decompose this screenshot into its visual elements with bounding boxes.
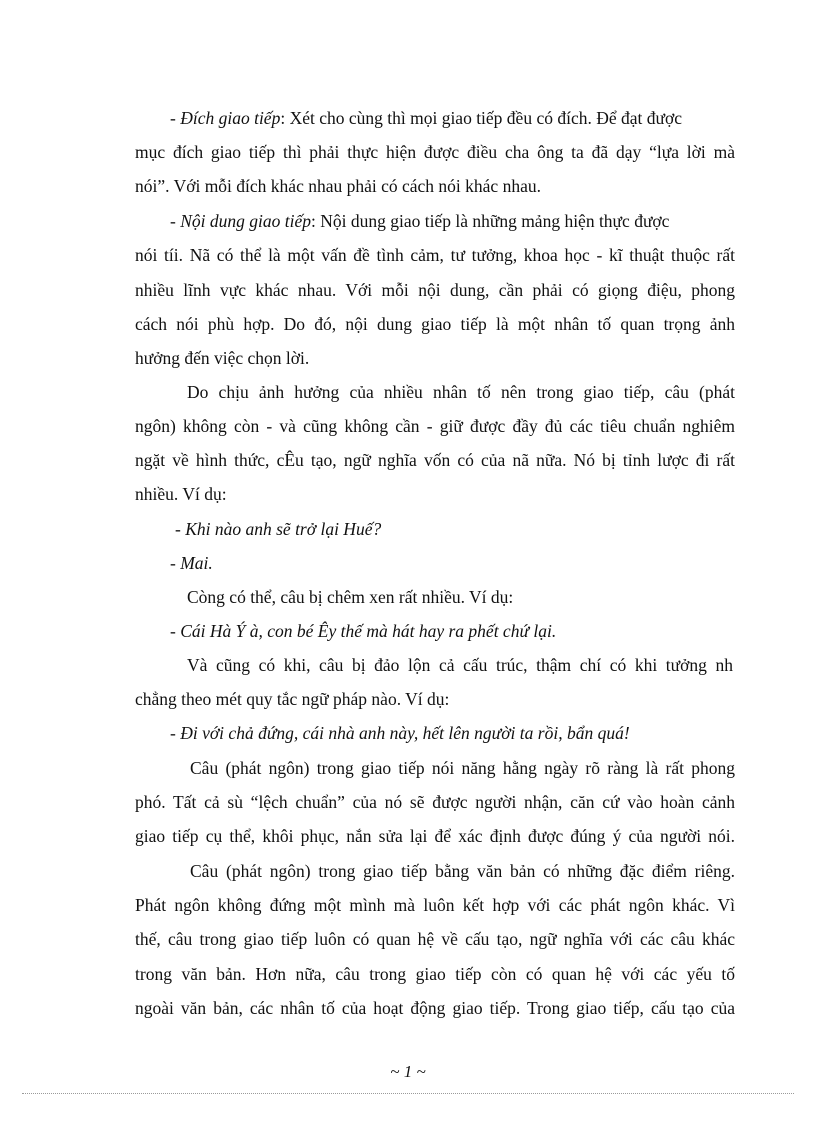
para-3-line-1: Do chịu ảnh hưởng của nhiều nhân tố nên trong giao tiếp, câu (phát [187,382,735,402]
para-dich-giao-tiep-line-1 [170,107,682,129]
para-5-line-2: chẳng theo mét quy tắc ngữ pháp nào. Ví dụ: [135,689,450,709]
bullet-dash: - [175,519,186,539]
bullet-dash: - [170,553,181,573]
example-text: Mai. [180,553,213,573]
term-noi-dung-giao-tiep: Nội dung giao tiếp [180,211,311,231]
text-segment: : Xét cho cùng thì mọi giao tiếp đều có đích. Để đạt được [280,108,683,128]
para-7-line-3: thế, câu trong giao tiếp luôn có quan hệ về cấu tạo, ngữ nghĩa với các câu khác [135,929,735,949]
para-noi-dung-giao-tiep-line-5: hưởng đến việc chọn lời. [135,348,310,368]
example-line-1 [175,518,381,540]
para-noi-dung-giao-tiep-line-3: nhiều lĩnh vực khác nhau. Với mỗi nội dung, cần phải có giọng điệu, phong [135,280,735,300]
para-6-line-1: Câu (phát ngôn) trong giao tiếp nói năng hằng ngày rõ ràng là rất phong [190,758,735,778]
bullet-dash: - [170,108,181,128]
bullet-dash: - [170,723,181,743]
footer-dotted-divider [22,1093,794,1094]
para-6-line-2: phó. Tất cả sù “lệch chuẩn” của nó sẽ được người nhận, căn cứ vào hoàn cảnh [135,792,735,812]
example-line-4 [170,722,630,744]
term-dich-giao-tiep: Đích giao tiếp [180,108,281,128]
para-7-line-4: trong văn bản. Hơn nữa, câu trong giao tiếp còn có quan hệ với các yếu tố [135,964,735,984]
para-3-line-3: ngặt về hình thức, cÊu tạo, ngữ nghĩa vốn có của nã nữa. Nó bị tỉnh lược đi rất [135,450,735,470]
bullet-dash: - [170,621,181,641]
para-6-line-3: giao tiếp cụ thể, khôi phục, nắn sửa lại để xác định được đúng ý của người nói. [135,826,735,846]
para-5-line-1: Và cũng có khi, câu bị đảo lộn cả cấu trúc, thậm chí có khi tưởng nh [187,655,733,675]
example-text: Cái Hà Ý à, con bé Êy thế mà hát hay ra phết chứ lại. [180,621,557,641]
para-7-line-5: ngoài văn bản, các nhân tố của hoạt động giao tiếp. Trong giao tiếp, cấu tạo của [135,998,735,1018]
page-number: ~ 1 ~ [390,1062,426,1081]
para-noi-dung-giao-tiep-line-2: nói tíi. Nã có thể là một vấn đề tình cảm, tư tưởng, khoa học - kĩ thuật thuộc rất [135,245,735,265]
para-4-line-1: Còng có thể, câu bị chêm xen rất nhiều. Ví dụ: [187,587,514,607]
para-noi-dung-giao-tiep-line-1 [170,210,669,232]
para-7-line-1: Câu (phát ngôn) trong giao tiếp bằng văn bản có những đặc điểm riêng. [190,861,735,881]
para-noi-dung-giao-tiep-line-4: cách nói phù hợp. Do đó, nội dung giao tiếp là một nhân tố quan trọng ảnh [135,314,735,334]
para-dich-giao-tiep-line-2: mục đích giao tiếp thì phải thực hiện được điều cha ông ta đã dạy “lựa lời mà [135,142,735,162]
para-dich-giao-tiep-line-3: nói”. Với mỗi đích khác nhau phải có cách nói khác nhau. [135,176,541,196]
para-3-line-4: nhiều. Ví dụ: [135,484,227,504]
para-3-line-2: ngôn) không còn - và cũng không cần - giữ được đầy đủ các tiêu chuẩn nghiêm [135,416,735,436]
example-text: Đi với chả đứng, cái nhà anh này, hết lên người ta rồi, bẩn quá! [180,723,630,743]
text-segment: : Nội dung giao tiếp là những mảng hiện thực được [310,211,670,231]
example-line-2 [170,552,213,574]
bullet-dash: - [170,211,181,231]
para-7-line-2: Phát ngôn không đứng một mình mà luôn kết hợp với các phát ngôn khác. Vì [135,895,735,915]
example-text: Khi nào anh sẽ trở lại Huế? [185,519,382,539]
example-line-3 [170,620,556,642]
